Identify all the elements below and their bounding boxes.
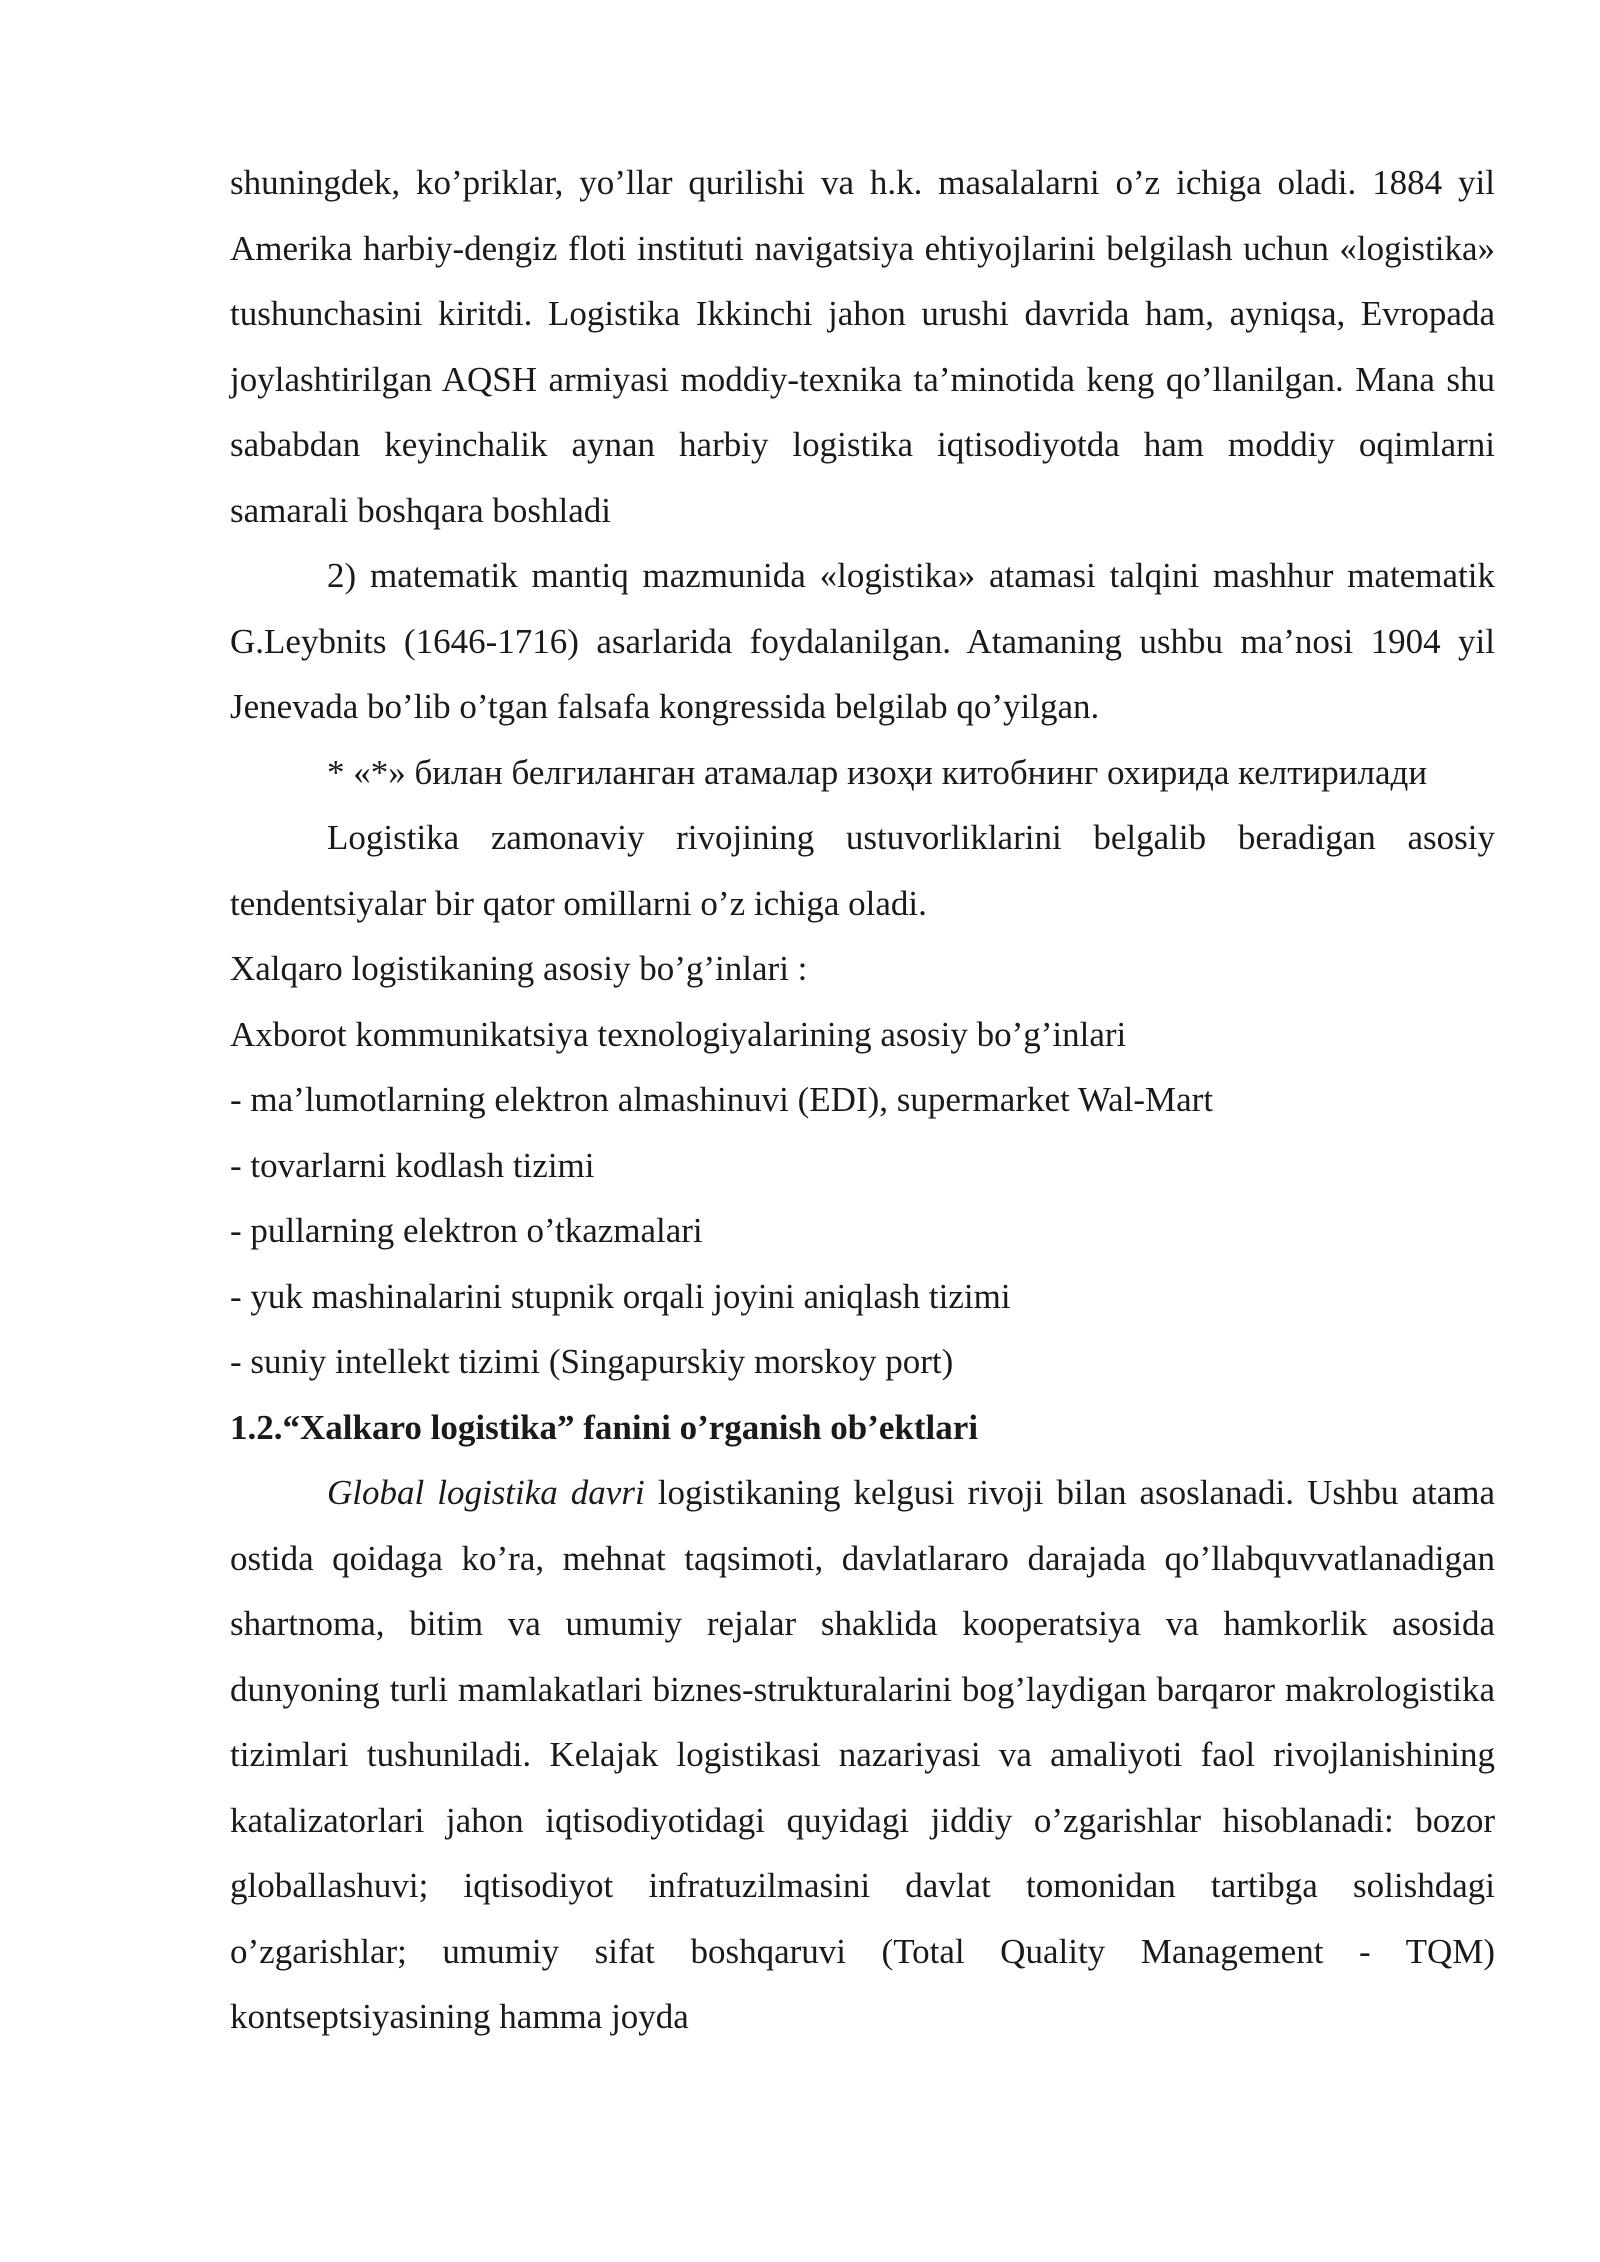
paragraph-mathematical-logic: 2) matematik mantiq mazmunida «logistika» atamasi talqini mashhur matematik G.Leybnits (1646-1716) asarlarida foydalanilgan. Atamaning ushbu ma’nosi 1904 yil Jenevada bo’lib o’tgan falsafa kongressida belgilab qo’yilgan. <box>230 556 1495 726</box>
list-item: - tovarlarni kodlash tizimi <box>230 1145 595 1185</box>
list-item: - yuk mashinalarini stupnik orqali joyini aniqlash tizimi <box>230 1276 1011 1316</box>
line-international-links: Xalqaro logistikaning asosiy bo’g’inlari : <box>230 949 808 988</box>
paragraph-tendencies: Logistika zamonaviy rivojining ustuvorliklarini belgalib beradigan asosiy tendentsiyalar bir qator omillarni o’z ichiga oladi. <box>230 818 1495 923</box>
list-item: - suniy intellekt tizimi (Singapurskiy morskoy port) <box>230 1342 954 1381</box>
list-item: - pullarning elektron o’tkazmalari <box>230 1211 703 1250</box>
list-item: - ma’lumotlarning elektron almashinuvi (EDI), supermarket Wal-Mart <box>230 1080 1214 1119</box>
document-page <box>230 150 1495 2050</box>
line-ict-links: Axborot kommunikatsiya texnologiyalarining asosiy bo’g’inlari <box>230 1014 1127 1054</box>
global-logistics-text: logistikaning kelgusi rivoji bilan asoslanadi. Ushbu atama ostida qoidaga ko’ra, mehnat taqsimoti, davlatlararo darajada qo’llabquvvatlanadigan shartnoma, bitim va umumiy rejalar shaklida kooperatsiya va hamkorlik asosida dunyoning turli mamlakatlari biznes-strukturalarini bog’laydigan barqaror makrologistika tizimlari tushuniladi. Kelajak logistikasi nazariyasi va amaliyoti faol rivojlanishining katalizatorlari jahon iqtisodiyotidagi quyidagi jiddiy o’zgarishlar hisoblanadi: bozor globallashuvi; iqtisodiyot infratuzilmasini davlat tomonidan tartibga solishdagi o’zgarishlar; umumiy sifat boshqaruvi (Total Quality Management - TQM) kontseptsiyasining hamma joyda <box>230 1473 1496 2036</box>
paragraph-global-logistics <box>230 1460 1495 2050</box>
section-heading: 1.2.“Xalkaro logistika” fanini o’rganish ob’ektlari <box>230 1407 979 1447</box>
paragraph-footnote-note: * «*» билан белгиланган атамалар изоҳи китобнинг охирида келтирилади <box>327 752 1428 792</box>
paragraph-logistics-history: shuningdek, ko’priklar, yo’llar qurilishi va h.k. masalalarni o’z ichiga oladi. 1884 yil Amerika harbiy-dengiz floti instituti navigatsiya ehtiyojlarini belgilash uchun «logistika» tushunchasini kiritdi. Logistika Ikkinchi jahon urushi davrida ham, ayniqsa, Evropada joylashtirilgan AQSH armiyasi moddiy-texnika ta’minotida keng qo’llanilgan. Mana shu sababdan keyinchalik aynan harbiy logistika iqtisodiyotda ham moddiy oqimlarni samarali boshqara boshladi <box>230 163 1495 530</box>
global-logistics-term: Global logistika davri <box>327 1473 645 1512</box>
